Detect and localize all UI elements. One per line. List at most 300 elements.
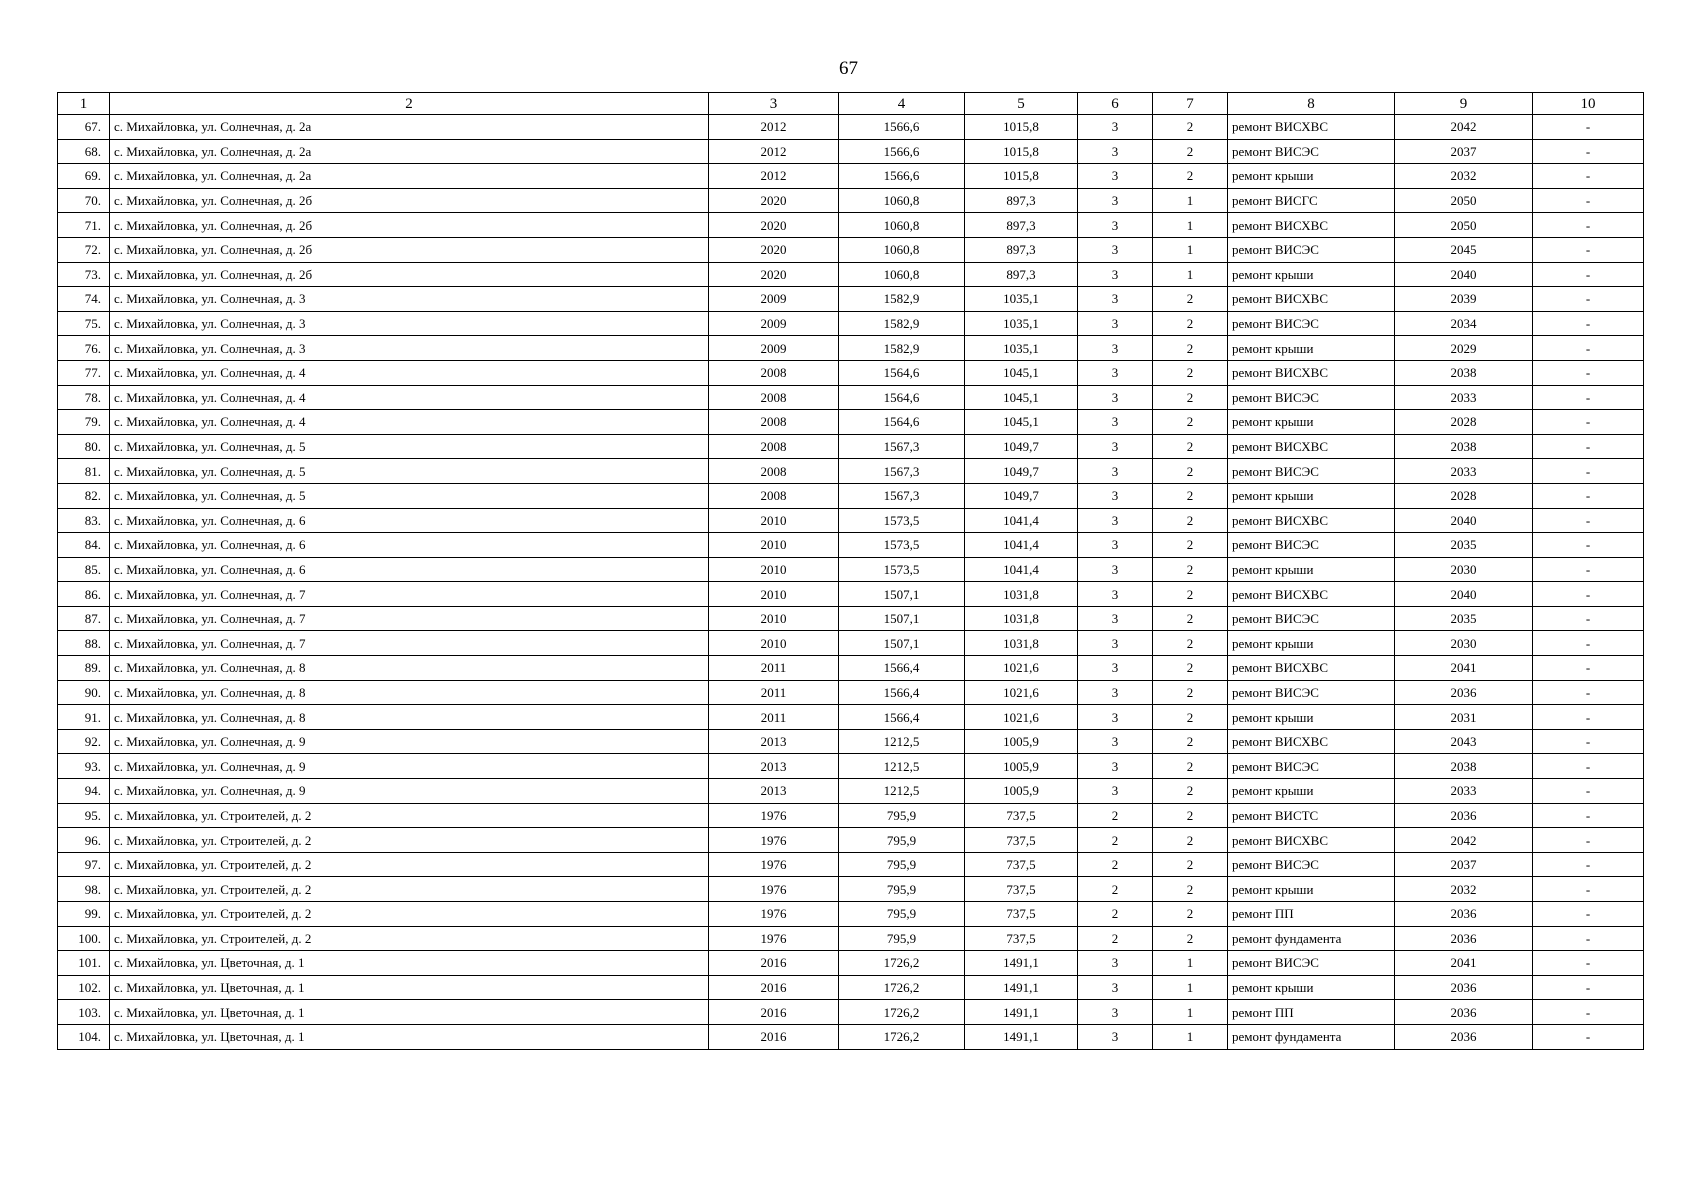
cell-note: - <box>1533 951 1644 976</box>
cell-living-area: 1049,7 <box>965 483 1078 508</box>
cell-work-type: ремонт ВИСХВС <box>1228 828 1395 853</box>
column-header-2: 2 <box>110 93 709 115</box>
cell-floors: 3 <box>1078 557 1153 582</box>
cell-year-built: 2008 <box>709 459 839 484</box>
table-row <box>58 1000 1644 1025</box>
cell-entrances: 1 <box>1153 951 1228 976</box>
cell-work-type: ремонт ВИСХВС <box>1228 115 1395 140</box>
cell-year-built: 2010 <box>709 631 839 656</box>
cell-work-type: ремонт ВИСГС <box>1228 188 1395 213</box>
cell-total-area: 1726,2 <box>839 951 965 976</box>
cell-note: - <box>1533 705 1644 730</box>
cell-work-type: ремонт ВИСЭС <box>1228 680 1395 705</box>
cell-living-area: 1491,1 <box>965 1024 1078 1049</box>
cell-address: с. Михайловка, ул. Солнечная, д. 2а <box>110 139 709 164</box>
table-row <box>58 459 1644 484</box>
cell-entrances: 2 <box>1153 434 1228 459</box>
cell-entrances: 2 <box>1153 926 1228 951</box>
cell-address: с. Михайловка, ул. Солнечная, д. 4 <box>110 410 709 435</box>
cell-row-number: 74. <box>58 287 110 312</box>
cell-planned-year: 2038 <box>1395 434 1533 459</box>
cell-entrances: 2 <box>1153 533 1228 558</box>
cell-planned-year: 2041 <box>1395 951 1533 976</box>
column-header-10: 10 <box>1533 93 1644 115</box>
cell-row-number: 75. <box>58 311 110 336</box>
cell-note: - <box>1533 410 1644 435</box>
cell-year-built: 2008 <box>709 410 839 435</box>
cell-work-type: ремонт ВИСХВС <box>1228 213 1395 238</box>
cell-year-built: 2010 <box>709 533 839 558</box>
cell-total-area: 1566,4 <box>839 680 965 705</box>
cell-total-area: 1573,5 <box>839 533 965 558</box>
cell-total-area: 795,9 <box>839 877 965 902</box>
table-row <box>58 606 1644 631</box>
cell-planned-year: 2034 <box>1395 311 1533 336</box>
cell-work-type: ремонт ВИСХВС <box>1228 582 1395 607</box>
cell-work-type: ремонт крыши <box>1228 164 1395 189</box>
cell-total-area: 1573,5 <box>839 557 965 582</box>
cell-row-number: 90. <box>58 680 110 705</box>
cell-year-built: 2016 <box>709 975 839 1000</box>
table-row <box>58 533 1644 558</box>
cell-total-area: 1564,6 <box>839 385 965 410</box>
cell-entrances: 2 <box>1153 459 1228 484</box>
table-row <box>58 385 1644 410</box>
table-row <box>58 1024 1644 1049</box>
cell-entrances: 1 <box>1153 188 1228 213</box>
cell-living-area: 737,5 <box>965 828 1078 853</box>
cell-entrances: 1 <box>1153 213 1228 238</box>
cell-address: с. Михайловка, ул. Строителей, д. 2 <box>110 852 709 877</box>
cell-year-built: 2010 <box>709 557 839 582</box>
cell-address: с. Михайловка, ул. Солнечная, д. 5 <box>110 483 709 508</box>
cell-work-type: ремонт крыши <box>1228 336 1395 361</box>
cell-note: - <box>1533 656 1644 681</box>
table-row <box>58 139 1644 164</box>
cell-planned-year: 2036 <box>1395 975 1533 1000</box>
cell-row-number: 96. <box>58 828 110 853</box>
cell-living-area: 1015,8 <box>965 164 1078 189</box>
column-header-5: 5 <box>965 93 1078 115</box>
cell-note: - <box>1533 508 1644 533</box>
cell-work-type: ремонт ВИСЭС <box>1228 951 1395 976</box>
cell-living-area: 1035,1 <box>965 336 1078 361</box>
cell-year-built: 2013 <box>709 754 839 779</box>
cell-floors: 3 <box>1078 656 1153 681</box>
cell-address: с. Михайловка, ул. Солнечная, д. 8 <box>110 656 709 681</box>
cell-floors: 2 <box>1078 828 1153 853</box>
cell-floors: 3 <box>1078 533 1153 558</box>
cell-planned-year: 2033 <box>1395 385 1533 410</box>
cell-note: - <box>1533 902 1644 927</box>
cell-year-built: 2020 <box>709 237 839 262</box>
cell-year-built: 2008 <box>709 483 839 508</box>
table-row <box>58 926 1644 951</box>
cell-note: - <box>1533 262 1644 287</box>
cell-row-number: 100. <box>58 926 110 951</box>
cell-planned-year: 2039 <box>1395 287 1533 312</box>
cell-row-number: 67. <box>58 115 110 140</box>
cell-year-built: 2011 <box>709 656 839 681</box>
cell-living-area: 1045,1 <box>965 385 1078 410</box>
cell-floors: 3 <box>1078 434 1153 459</box>
cell-living-area: 1031,8 <box>965 582 1078 607</box>
cell-living-area: 1049,7 <box>965 434 1078 459</box>
cell-planned-year: 2050 <box>1395 213 1533 238</box>
cell-address: с. Михайловка, ул. Цветочная, д. 1 <box>110 975 709 1000</box>
cell-entrances: 2 <box>1153 779 1228 804</box>
cell-row-number: 71. <box>58 213 110 238</box>
cell-entrances: 1 <box>1153 975 1228 1000</box>
cell-row-number: 93. <box>58 754 110 779</box>
cell-work-type: ремонт крыши <box>1228 975 1395 1000</box>
cell-year-built: 2010 <box>709 606 839 631</box>
cell-entrances: 2 <box>1153 852 1228 877</box>
cell-note: - <box>1533 852 1644 877</box>
cell-work-type: ремонт ВИСХВС <box>1228 434 1395 459</box>
cell-address: с. Михайловка, ул. Солнечная, д. 2б <box>110 262 709 287</box>
cell-planned-year: 2042 <box>1395 115 1533 140</box>
cell-row-number: 77. <box>58 360 110 385</box>
cell-address: с. Михайловка, ул. Солнечная, д. 2а <box>110 115 709 140</box>
cell-note: - <box>1533 385 1644 410</box>
cell-note: - <box>1533 360 1644 385</box>
cell-living-area: 1005,9 <box>965 754 1078 779</box>
cell-total-area: 1567,3 <box>839 434 965 459</box>
cell-living-area: 897,3 <box>965 188 1078 213</box>
cell-row-number: 70. <box>58 188 110 213</box>
cell-year-built: 2009 <box>709 311 839 336</box>
cell-floors: 2 <box>1078 852 1153 877</box>
cell-note: - <box>1533 459 1644 484</box>
cell-row-number: 80. <box>58 434 110 459</box>
cell-year-built: 1976 <box>709 877 839 902</box>
cell-planned-year: 2029 <box>1395 336 1533 361</box>
cell-year-built: 2011 <box>709 705 839 730</box>
column-header-9: 9 <box>1395 93 1533 115</box>
cell-total-area: 1573,5 <box>839 508 965 533</box>
cell-note: - <box>1533 164 1644 189</box>
cell-address: с. Михайловка, ул. Солнечная, д. 9 <box>110 729 709 754</box>
cell-work-type: ремонт ВИСЭС <box>1228 311 1395 336</box>
cell-living-area: 1491,1 <box>965 951 1078 976</box>
cell-year-built: 2011 <box>709 680 839 705</box>
cell-address: с. Михайловка, ул. Солнечная, д. 6 <box>110 533 709 558</box>
cell-address: с. Михайловка, ул. Солнечная, д. 8 <box>110 705 709 730</box>
cell-planned-year: 2040 <box>1395 508 1533 533</box>
cell-living-area: 1005,9 <box>965 779 1078 804</box>
cell-note: - <box>1533 237 1644 262</box>
cell-floors: 3 <box>1078 754 1153 779</box>
cell-address: с. Михайловка, ул. Солнечная, д. 3 <box>110 311 709 336</box>
cell-address: с. Михайловка, ул. Цветочная, д. 1 <box>110 1000 709 1025</box>
cell-note: - <box>1533 779 1644 804</box>
table-row <box>58 483 1644 508</box>
table-row <box>58 582 1644 607</box>
cell-address: с. Михайловка, ул. Солнечная, д. 2б <box>110 237 709 262</box>
cell-entrances: 2 <box>1153 410 1228 435</box>
table-row <box>58 705 1644 730</box>
cell-floors: 3 <box>1078 483 1153 508</box>
cell-planned-year: 2037 <box>1395 139 1533 164</box>
cell-note: - <box>1533 115 1644 140</box>
cell-planned-year: 2045 <box>1395 237 1533 262</box>
table-row <box>58 434 1644 459</box>
cell-note: - <box>1533 1024 1644 1049</box>
cell-planned-year: 2035 <box>1395 533 1533 558</box>
cell-address: с. Михайловка, ул. Солнечная, д. 7 <box>110 606 709 631</box>
cell-living-area: 737,5 <box>965 902 1078 927</box>
page-number: 67 <box>839 58 858 79</box>
cell-year-built: 1976 <box>709 803 839 828</box>
table-row <box>58 975 1644 1000</box>
cell-note: - <box>1533 139 1644 164</box>
cell-year-built: 2012 <box>709 164 839 189</box>
cell-year-built: 2008 <box>709 434 839 459</box>
table-row <box>58 803 1644 828</box>
cell-living-area: 1035,1 <box>965 311 1078 336</box>
cell-row-number: 101. <box>58 951 110 976</box>
cell-floors: 3 <box>1078 680 1153 705</box>
cell-planned-year: 2038 <box>1395 360 1533 385</box>
cell-entrances: 2 <box>1153 483 1228 508</box>
table-row <box>58 508 1644 533</box>
cell-address: с. Михайловка, ул. Строителей, д. 2 <box>110 902 709 927</box>
cell-year-built: 1976 <box>709 902 839 927</box>
cell-total-area: 1212,5 <box>839 729 965 754</box>
cell-row-number: 76. <box>58 336 110 361</box>
cell-year-built: 2008 <box>709 360 839 385</box>
cell-floors: 3 <box>1078 508 1153 533</box>
cell-entrances: 2 <box>1153 115 1228 140</box>
cell-work-type: ремонт крыши <box>1228 410 1395 435</box>
cell-living-area: 897,3 <box>965 213 1078 238</box>
cell-row-number: 85. <box>58 557 110 582</box>
cell-row-number: 84. <box>58 533 110 558</box>
cell-entrances: 2 <box>1153 680 1228 705</box>
cell-planned-year: 2040 <box>1395 262 1533 287</box>
cell-floors: 3 <box>1078 582 1153 607</box>
cell-year-built: 2008 <box>709 385 839 410</box>
cell-work-type: ремонт ПП <box>1228 1000 1395 1025</box>
cell-planned-year: 2030 <box>1395 631 1533 656</box>
cell-planned-year: 2036 <box>1395 803 1533 828</box>
column-header-6: 6 <box>1078 93 1153 115</box>
cell-row-number: 86. <box>58 582 110 607</box>
cell-living-area: 1045,1 <box>965 360 1078 385</box>
cell-floors: 3 <box>1078 188 1153 213</box>
cell-row-number: 103. <box>58 1000 110 1025</box>
cell-entrances: 2 <box>1153 656 1228 681</box>
cell-total-area: 1212,5 <box>839 779 965 804</box>
cell-entrances: 2 <box>1153 311 1228 336</box>
cell-planned-year: 2042 <box>1395 828 1533 853</box>
cell-living-area: 1491,1 <box>965 1000 1078 1025</box>
cell-planned-year: 2028 <box>1395 483 1533 508</box>
table-row <box>58 287 1644 312</box>
table-row <box>58 754 1644 779</box>
cell-row-number: 94. <box>58 779 110 804</box>
cell-year-built: 2012 <box>709 115 839 140</box>
cell-floors: 3 <box>1078 1000 1153 1025</box>
cell-address: с. Михайловка, ул. Солнечная, д. 2б <box>110 188 709 213</box>
cell-note: - <box>1533 557 1644 582</box>
cell-planned-year: 2036 <box>1395 926 1533 951</box>
table-row <box>58 729 1644 754</box>
table-row <box>58 336 1644 361</box>
table-body <box>58 115 1644 1050</box>
cell-living-area: 1045,1 <box>965 410 1078 435</box>
cell-planned-year: 2033 <box>1395 459 1533 484</box>
cell-entrances: 1 <box>1153 262 1228 287</box>
cell-work-type: ремонт ВИСЭС <box>1228 139 1395 164</box>
cell-note: - <box>1533 754 1644 779</box>
cell-work-type: ремонт ПП <box>1228 902 1395 927</box>
cell-living-area: 897,3 <box>965 262 1078 287</box>
table-row <box>58 311 1644 336</box>
cell-entrances: 2 <box>1153 557 1228 582</box>
cell-total-area: 1060,8 <box>839 213 965 238</box>
column-header-7: 7 <box>1153 93 1228 115</box>
cell-entrances: 2 <box>1153 631 1228 656</box>
table-row <box>58 631 1644 656</box>
cell-row-number: 72. <box>58 237 110 262</box>
cell-row-number: 79. <box>58 410 110 435</box>
cell-work-type: ремонт ВИСЭС <box>1228 606 1395 631</box>
cell-address: с. Михайловка, ул. Строителей, д. 2 <box>110 877 709 902</box>
cell-work-type: ремонт фундамента <box>1228 1024 1395 1049</box>
cell-living-area: 737,5 <box>965 877 1078 902</box>
cell-work-type: ремонт ВИСХВС <box>1228 360 1395 385</box>
cell-floors: 3 <box>1078 237 1153 262</box>
cell-floors: 3 <box>1078 951 1153 976</box>
cell-planned-year: 2032 <box>1395 164 1533 189</box>
table-row <box>58 902 1644 927</box>
cell-living-area: 1041,4 <box>965 508 1078 533</box>
cell-year-built: 2020 <box>709 262 839 287</box>
cell-living-area: 1049,7 <box>965 459 1078 484</box>
table-row <box>58 213 1644 238</box>
cell-year-built: 2012 <box>709 139 839 164</box>
cell-address: с. Михайловка, ул. Солнечная, д. 4 <box>110 385 709 410</box>
cell-note: - <box>1533 926 1644 951</box>
cell-planned-year: 2035 <box>1395 606 1533 631</box>
table-row <box>58 188 1644 213</box>
cell-work-type: ремонт крыши <box>1228 557 1395 582</box>
cell-total-area: 1582,9 <box>839 311 965 336</box>
table-row <box>58 262 1644 287</box>
cell-entrances: 2 <box>1153 705 1228 730</box>
cell-work-type: ремонт крыши <box>1228 779 1395 804</box>
cell-floors: 2 <box>1078 803 1153 828</box>
cell-work-type: ремонт крыши <box>1228 631 1395 656</box>
cell-floors: 3 <box>1078 779 1153 804</box>
cell-address: с. Михайловка, ул. Солнечная, д. 5 <box>110 434 709 459</box>
cell-total-area: 1567,3 <box>839 459 965 484</box>
cell-address: с. Михайловка, ул. Солнечная, д. 6 <box>110 557 709 582</box>
cell-total-area: 1566,4 <box>839 656 965 681</box>
cell-living-area: 897,3 <box>965 237 1078 262</box>
cell-row-number: 88. <box>58 631 110 656</box>
cell-address: с. Михайловка, ул. Строителей, д. 2 <box>110 926 709 951</box>
cell-address: с. Михайловка, ул. Солнечная, д. 7 <box>110 582 709 607</box>
cell-entrances: 2 <box>1153 360 1228 385</box>
cell-entrances: 2 <box>1153 385 1228 410</box>
cell-work-type: ремонт ВИСХВС <box>1228 508 1395 533</box>
cell-row-number: 73. <box>58 262 110 287</box>
cell-address: с. Михайловка, ул. Цветочная, д. 1 <box>110 951 709 976</box>
cell-total-area: 1564,6 <box>839 410 965 435</box>
cell-living-area: 737,5 <box>965 852 1078 877</box>
cell-note: - <box>1533 213 1644 238</box>
cell-planned-year: 2033 <box>1395 779 1533 804</box>
cell-address: с. Михайловка, ул. Солнечная, д. 4 <box>110 360 709 385</box>
cell-work-type: ремонт ВИСЭС <box>1228 754 1395 779</box>
cell-living-area: 1021,6 <box>965 680 1078 705</box>
column-header-1: 1 <box>58 93 110 115</box>
cell-entrances: 2 <box>1153 164 1228 189</box>
cell-floors: 3 <box>1078 336 1153 361</box>
cell-row-number: 87. <box>58 606 110 631</box>
cell-planned-year: 2050 <box>1395 188 1533 213</box>
cell-row-number: 102. <box>58 975 110 1000</box>
cell-address: с. Михайловка, ул. Солнечная, д. 2б <box>110 213 709 238</box>
cell-planned-year: 2043 <box>1395 729 1533 754</box>
cell-living-area: 1041,4 <box>965 557 1078 582</box>
table-row <box>58 877 1644 902</box>
table-row <box>58 360 1644 385</box>
table-row <box>58 115 1644 140</box>
cell-work-type: ремонт ВИСХВС <box>1228 287 1395 312</box>
column-header-8: 8 <box>1228 93 1395 115</box>
cell-address: с. Михайловка, ул. Солнечная, д. 7 <box>110 631 709 656</box>
cell-total-area: 1566,4 <box>839 705 965 730</box>
cell-row-number: 104. <box>58 1024 110 1049</box>
cell-note: - <box>1533 828 1644 853</box>
table-row <box>58 852 1644 877</box>
cell-note: - <box>1533 877 1644 902</box>
cell-total-area: 1726,2 <box>839 1024 965 1049</box>
table-row <box>58 828 1644 853</box>
cell-total-area: 1726,2 <box>839 975 965 1000</box>
cell-note: - <box>1533 631 1644 656</box>
cell-total-area: 1582,9 <box>839 336 965 361</box>
cell-floors: 3 <box>1078 606 1153 631</box>
cell-floors: 3 <box>1078 311 1153 336</box>
cell-floors: 3 <box>1078 287 1153 312</box>
cell-note: - <box>1533 483 1644 508</box>
cell-planned-year: 2036 <box>1395 1000 1533 1025</box>
table-row <box>58 779 1644 804</box>
cell-work-type: ремонт крыши <box>1228 877 1395 902</box>
cell-note: - <box>1533 434 1644 459</box>
cell-note: - <box>1533 975 1644 1000</box>
cell-address: с. Михайловка, ул. Солнечная, д. 8 <box>110 680 709 705</box>
cell-entrances: 2 <box>1153 729 1228 754</box>
cell-living-area: 737,5 <box>965 926 1078 951</box>
cell-entrances: 2 <box>1153 828 1228 853</box>
cell-work-type: ремонт фундамента <box>1228 926 1395 951</box>
cell-living-area: 1015,8 <box>965 115 1078 140</box>
cell-row-number: 89. <box>58 656 110 681</box>
cell-row-number: 99. <box>58 902 110 927</box>
table-row <box>58 557 1644 582</box>
cell-entrances: 2 <box>1153 287 1228 312</box>
cell-year-built: 2016 <box>709 951 839 976</box>
column-header-4: 4 <box>839 93 965 115</box>
table-row <box>58 237 1644 262</box>
cell-year-built: 2020 <box>709 188 839 213</box>
